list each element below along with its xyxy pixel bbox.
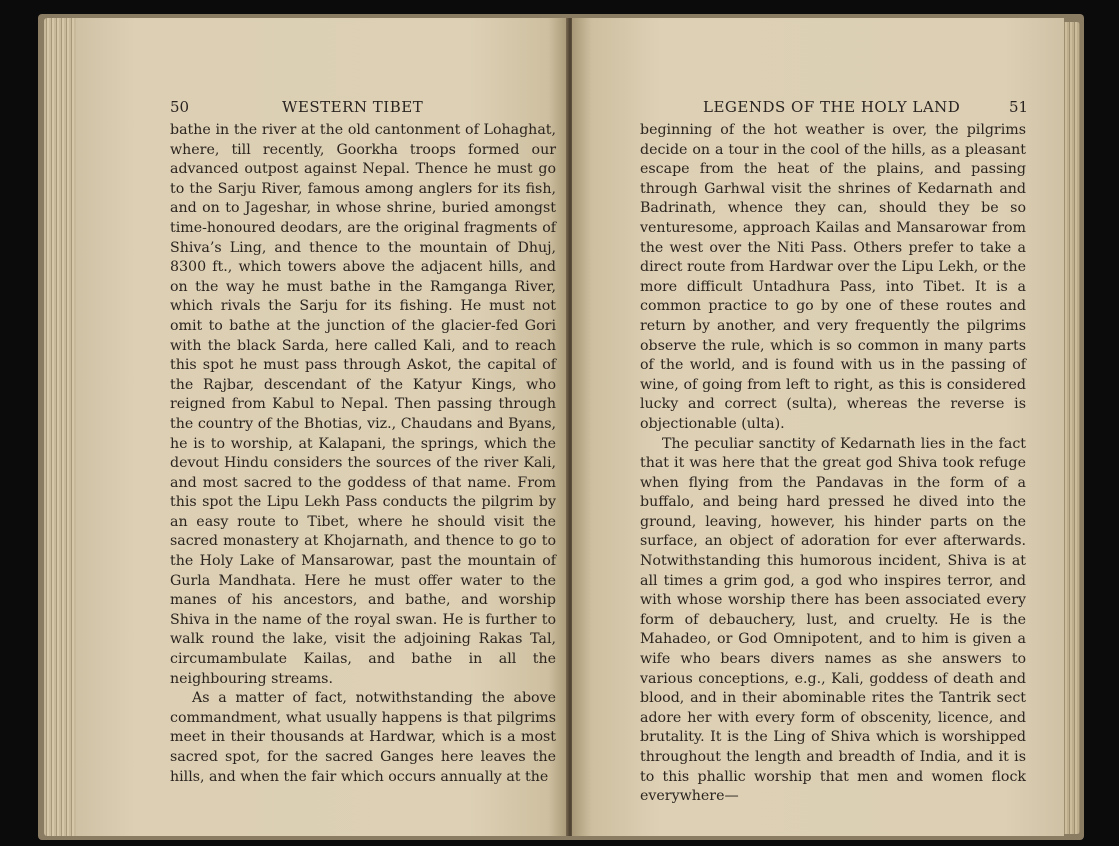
right-page xyxy=(572,18,1064,836)
left-paragraph-1: bathe in the river at the old cantonment of Lohaghat, where, till recently, Goorkha troops formed our advanced outpost against Nepal. Thence he must go to the Sarju River, famous among anglers for its fish, and on to Jageshar, in whose shrine, buried amongst time-honoured deodars, are the original fragments of Shiva’s Ling, and thence to the mountain of Dhuj, 8300 ft., which towers above the adjacent hills, and on the way he must bathe in the Ramganga River, which rivals the Sarju for its fishing. He must not omit to bathe at the junction of the glacier-fed Gori with the black Sarda, here called Kali, and to reach this spot he must pass through Askot, the capital of the Rajbar, descendant of the Katyur Kings, who reigned from Kabul to Nepal. Then passing through the country of the Bhotias, viz., Chaudans and Byans, he is to worship, at Kalapani, the springs, which the devout Hindu considers the sources of the river Kali, and most sacred to the goddess of that name. From this spot the Lipu Lekh Pass conducts the pilgrim by an easy route to Tibet, where he should visit the sacred monastery at Khojarnath, and thence to go to the Holy Lake of Mansarowar, past the mountain of Gurla Mandhata. Here he must offer water to the manes of his ancestors, and bathe, and worship Shiva in the name of the royal swan. He is further to walk round the lake, visit the adjoining Rakas Tal, circumambulate Kailas, and bathe in all the neighbouring streams. xyxy=(170,122,556,687)
left-paragraph-2: As a matter of fact, notwithstanding the above commandment, what usually happens is that pilgrims meet in their thousands at Hardwar, which is a most sacred spot, for the sacred Ganges here leaves the hills, and when the fair which occurs annually at the xyxy=(170,690,556,785)
right-paragraph-1: beginning of the hot weather is over, the pilgrims decide on a tour in the cool of the hills, as a pleasant escape from the heat of the plains, and passing through Garhwal visit the shrines of Kedarnath and Badrinath, whence they can, should they be so venturesome, approach Kailas and Mansarowar from the west over the Niti Pass. Others prefer to take a direct route from Hardwar over the Lipu Lekh, or the more difficult Untadhura Pass, into Tibet. It is a common practice to go by one of these routes and return by another, and very frequently the pilgrims observe the rule, which is so common in many parts of the world, and is found with us in the passing of wine, of going from left to right, as this is considered lucky and correct (sulta), whereas the reverse is objectionable (ulta). xyxy=(640,122,1026,432)
right-page-number: 51 xyxy=(1009,98,1029,116)
left-page xyxy=(76,18,568,836)
right-page-edges xyxy=(1062,22,1080,834)
right-running-head: LEGENDS OF THE HOLY LAND xyxy=(703,98,961,116)
left-page-text xyxy=(170,121,556,787)
left-page-number: 50 xyxy=(170,98,190,116)
right-page-text xyxy=(640,121,1026,807)
left-running-head: WESTERN TIBET xyxy=(282,98,424,116)
right-paragraph-2: The peculiar sanctity of Kedarnath lies in the fact that it was here that the great god Shiva took refuge when flying from the Pandavas in the form of a buffalo, and being hard pressed he dived into the ground, leaving, however, his hinder parts on the surface, an object of adoration for ever afterwards. Notwithstanding this humorous incident, Shiva is at all times a grim god, a god who inspires terror, and with whose worship there has been associated every form of debauchery, lust, and cruelty. He is the Mahadeo, or God Omnipotent, and to him is given a wife who bears divers names as she answers to various conceptions, e.g., Kali, goddess of death and blood, and in their abominable rites the Tantrik sect adore her with every form of obscenity, licence, and brutality. It is the Ling of Shiva which is worshipped throughout the length and breadth of India, and it is to this phallic worship that men and women flock everywhere— xyxy=(640,435,1026,805)
